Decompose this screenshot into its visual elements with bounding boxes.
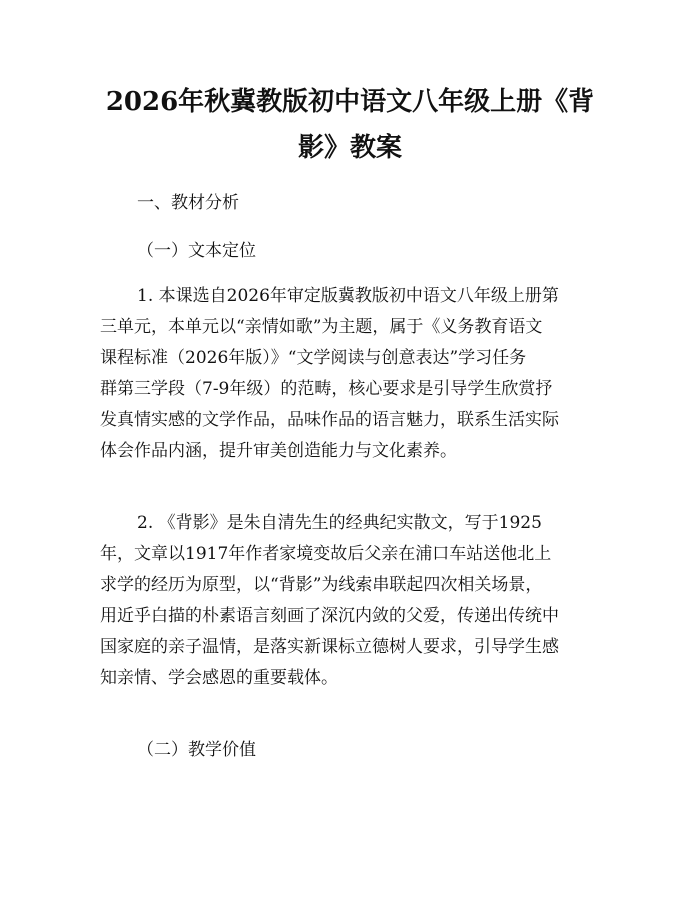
paragraph-line: 三单元，本单元以“亲情如歌”为主题，属于《义务教育语文: [100, 317, 543, 337]
document-title-line-1: 2026年秋冀教版初中语文八年级上册《背: [105, 87, 595, 117]
paragraph-line: 年，文章以1917年作者家境变故后父亲在浦口车站送他北上: [100, 544, 552, 564]
paragraph-line: 发真情实感的文学作品，品味作品的语言魅力，联系生活实际: [100, 410, 559, 430]
subsection-heading-teaching-value: （二）教学价值: [137, 740, 256, 760]
paragraph-line: 用近乎白描的朴素语言刻画了深沉内敛的父爱，传递出传统中: [100, 606, 559, 626]
paragraph-line: 体会作品内涵，提升审美创造能力与文化素养。: [100, 441, 457, 461]
paragraph-line: 1. 本课选自2026年审定版冀教版初中语文八年级上册第: [137, 286, 559, 306]
document-title-line-2: 影》教案: [297, 133, 402, 163]
paragraph-1: [100, 281, 600, 467]
paragraph-2: [100, 508, 600, 694]
paragraph-line: 知亲情、学会感恩的重要载体。: [100, 668, 338, 688]
paragraph-line: 求学的经历为原型，以“背影”为线索串联起四次相关场景，: [100, 575, 543, 595]
subsection-heading-text-positioning: （一）文本定位: [137, 241, 256, 261]
paragraph-line: 国家庭的亲子温情，是落实新课标立德树人要求，引导学生感: [100, 637, 559, 657]
section-heading-teaching-material-analysis: 一、教材分析: [137, 193, 239, 213]
paragraph-line: 2. 《背影》是朱自清先生的经典纪实散文，写于1925: [137, 513, 542, 533]
paragraph-line: 课程标准（2026年版）》“文学阅读与创意表达”学习任务: [100, 348, 527, 368]
paragraph-line: 群第三学段（7-9年级）的范畴，核心要求是引导学生欣赏抒: [100, 379, 553, 399]
